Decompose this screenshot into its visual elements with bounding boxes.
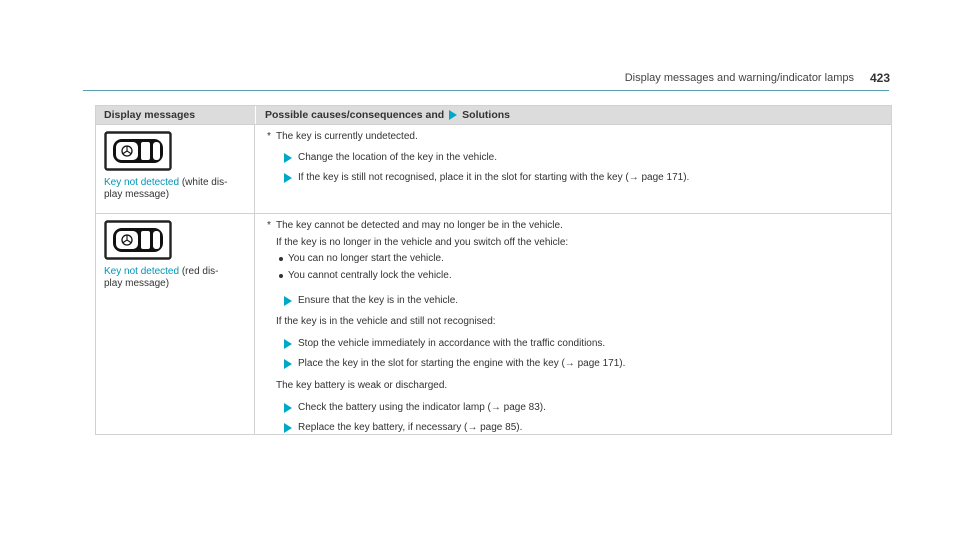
header-rule	[83, 90, 889, 91]
solution-text: Ensure that the key is in the vehicle.	[298, 295, 459, 306]
message-suffix: (red dis-	[179, 266, 219, 277]
key-fob-display-icon	[104, 220, 172, 260]
cause-solution-cell	[255, 214, 891, 434]
asterisk: *	[267, 131, 271, 142]
message-link[interactable]: Key not detected	[104, 266, 180, 277]
action-triangle-icon	[284, 153, 292, 163]
message-text	[104, 266, 254, 290]
col-heading-causes-solutions	[255, 106, 891, 124]
bullet-text: You cannot centrally lock the vehicle.	[288, 270, 452, 281]
message-cell	[96, 125, 255, 213]
col-heading-causes: Possible causes/consequences and	[265, 109, 445, 121]
solution-text: If the key is still not recognised, place it in the slot for starting with the key (→ page 171).	[298, 172, 690, 183]
condition-text: If the key is in the vehicle and still not recognised:	[276, 316, 496, 327]
action-triangle-icon	[284, 296, 292, 306]
bullet-dot-icon	[279, 257, 283, 261]
action-triangle-icon	[449, 110, 457, 120]
table-row	[96, 124, 891, 213]
running-title: Display messages and warning/indicator lamps	[624, 72, 854, 84]
message-suffix-2: play message)	[104, 278, 170, 289]
message-cell	[96, 214, 255, 434]
asterisk: *	[267, 220, 271, 231]
page-number: 423	[869, 71, 890, 85]
message-suffix-2: play message)	[104, 189, 170, 200]
cause-text: If the key is no longer in the vehicle and you switch off the vehicle:	[276, 237, 569, 248]
cause-solution-cell	[255, 125, 891, 213]
solution-text: Check the battery using the indicator lamp (→ page 83).	[298, 402, 546, 413]
solution-text: Stop the vehicle immediately in accordance with the traffic conditions.	[298, 338, 606, 349]
table-row	[96, 213, 891, 434]
cause-text: The key is currently undetected.	[276, 131, 418, 142]
action-triangle-icon	[284, 359, 292, 369]
action-triangle-icon	[284, 339, 292, 349]
col-heading-display-messages: Display messages	[104, 109, 196, 121]
solution-text: Replace the key battery, if necessary (→ page 85).	[298, 422, 523, 433]
bullet-dot-icon	[279, 274, 283, 278]
message-suffix: (white dis-	[179, 177, 228, 188]
action-triangle-icon	[284, 173, 292, 183]
col-heading-solutions: Solutions	[462, 109, 511, 121]
action-triangle-icon	[284, 403, 292, 413]
key-fob-display-icon	[104, 131, 172, 171]
solution-text: Place the key in the slot for starting the engine with the key (→ page 171).	[298, 358, 626, 369]
display-messages-table	[95, 105, 892, 435]
solution-text: Change the location of the key in the vehicle.	[298, 152, 498, 163]
cause-text: The key cannot be detected and may no longer be in the vehicle.	[276, 220, 563, 231]
bullet-text: You can no longer start the vehicle.	[288, 253, 444, 264]
condition-text: The key battery is weak or discharged.	[276, 380, 448, 391]
message-text	[104, 177, 254, 201]
table-header	[96, 106, 891, 124]
action-triangle-icon	[284, 423, 292, 433]
message-link[interactable]: Key not detected	[104, 177, 180, 188]
